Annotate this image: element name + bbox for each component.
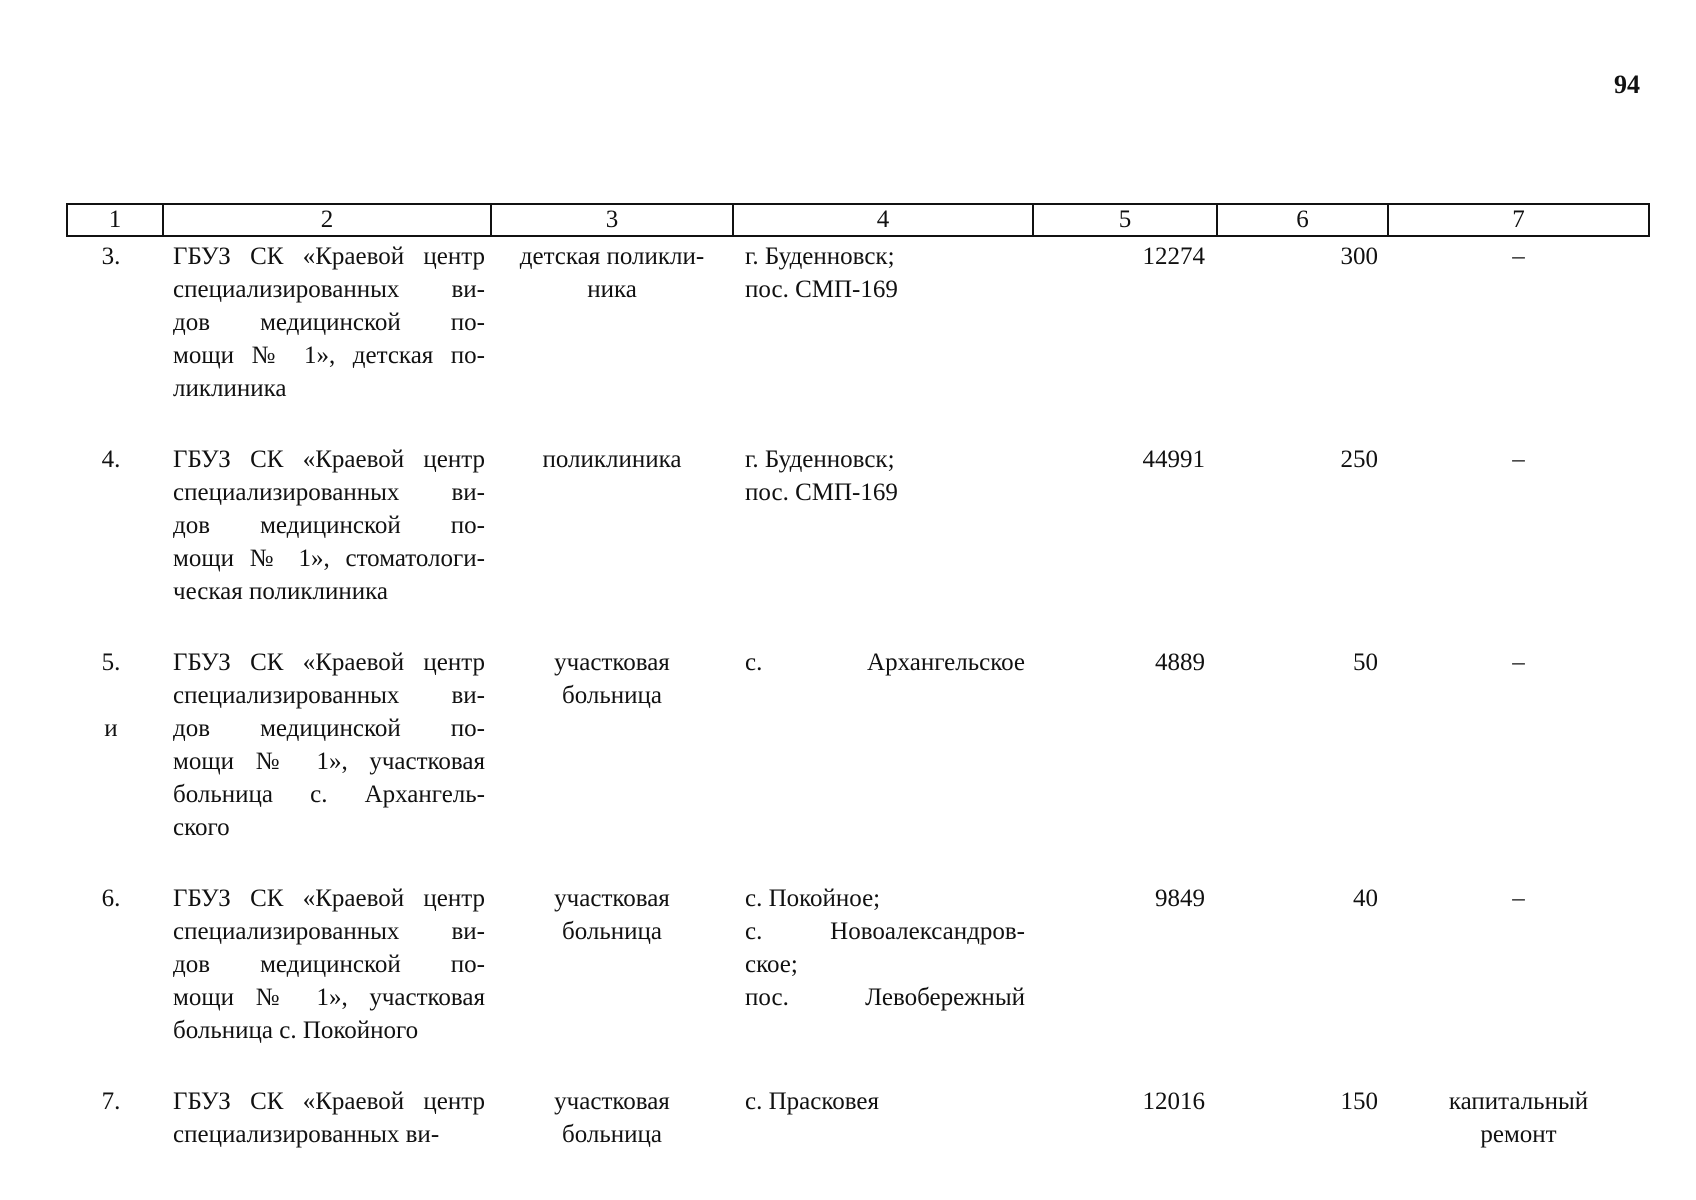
column-6-cell — [1217, 443, 1388, 646]
organization-line: ГБУЗ СК «Краевой центр — [173, 885, 485, 912]
organization-line: ГБУЗ СК «Краевой центр — [173, 1088, 485, 1115]
column-6-cell — [1217, 882, 1388, 1085]
facility-type-line: больница — [562, 682, 662, 709]
column-7-cell — [1388, 1085, 1649, 1189]
row-number: 6. — [101, 885, 121, 912]
row-number: 3. — [101, 243, 121, 270]
organization-line: специализированных ви- — [173, 479, 485, 506]
facility-type-line: участковая — [554, 885, 670, 912]
column-7-cell — [1388, 443, 1649, 646]
column-7-value: ремонт — [1480, 1121, 1557, 1148]
header-cell: 4 — [733, 204, 1033, 236]
column-6-value: 250 — [1340, 446, 1378, 473]
column-7-value: – — [1512, 243, 1525, 270]
location-line: пос. СМП-169 — [745, 276, 898, 303]
location-line: с. Новоалександров- — [745, 918, 1025, 945]
row-number-cell — [67, 236, 163, 443]
row-number-cell — [67, 1085, 163, 1189]
column-7-cell — [1388, 236, 1649, 443]
location-line: пос. СМП-169 — [745, 479, 898, 506]
organization-line: специализированных ви- — [173, 276, 485, 303]
header-cell: 7 — [1388, 204, 1649, 236]
organization-cell — [163, 646, 491, 882]
facility-type-line: участковая — [554, 1088, 670, 1115]
location-cell — [733, 236, 1033, 443]
column-5-value: 12274 — [1142, 243, 1205, 270]
organization-line: ческая поликлиника — [173, 578, 389, 605]
organization-line: ского — [173, 814, 230, 841]
column-6-cell — [1217, 1085, 1388, 1189]
facility-type-cell — [491, 882, 733, 1085]
header-cell: 2 — [163, 204, 491, 236]
column-6-value: 50 — [1353, 649, 1378, 676]
column-5-cell — [1033, 236, 1217, 443]
organization-line: больница с. Архангель- — [173, 781, 485, 808]
column-7-cell — [1388, 646, 1649, 882]
organization-line: мощи № 1», стоматологи- — [173, 545, 485, 572]
organization-line: дов медицинской по- — [173, 715, 485, 742]
row-number: 5. — [101, 649, 121, 676]
location-cell — [733, 646, 1033, 882]
organization-cell — [163, 1085, 491, 1189]
column-5-value: 4889 — [1155, 649, 1205, 676]
row-number-cell — [67, 646, 163, 882]
organization-line: специализированных ви- — [173, 1121, 440, 1148]
row-number: 7. — [101, 1088, 121, 1115]
organization-line: специализированных ви- — [173, 682, 485, 709]
header-cell: 6 — [1217, 204, 1388, 236]
organization-line: специализированных ви- — [173, 918, 485, 945]
organization-line: мощи № 1», участковая — [173, 748, 485, 775]
organization-line: ГБУЗ СК «Краевой центр — [173, 446, 485, 473]
page-number: 94 — [1614, 70, 1640, 99]
column-5-value: 9849 — [1155, 885, 1205, 912]
organization-line: ГБУЗ СК «Краевой центр — [173, 243, 485, 270]
facility-type-line: поликлиника — [542, 446, 682, 473]
table-row — [67, 1085, 1649, 1189]
facility-type-cell — [491, 1085, 733, 1189]
column-7-value: – — [1512, 885, 1525, 912]
header-row — [67, 204, 1649, 236]
table-body — [67, 236, 1649, 1189]
column-5-cell — [1033, 443, 1217, 646]
row-number: 4. — [101, 446, 121, 473]
column-6-value: 150 — [1340, 1088, 1378, 1115]
organization-line: ГБУЗ СК «Краевой центр — [173, 649, 485, 676]
facility-type-cell — [491, 443, 733, 646]
location-cell — [733, 882, 1033, 1085]
column-7-value: капитальный — [1448, 1088, 1589, 1115]
location-line: г. Буденновск; — [745, 243, 895, 270]
location-line: г. Буденновск; — [745, 446, 895, 473]
header-cell: 1 — [67, 204, 163, 236]
location-line: с. Прасковея — [745, 1088, 879, 1115]
organization-line: дов медицинской по- — [173, 309, 485, 336]
header-cell: 5 — [1033, 204, 1217, 236]
column-5-cell — [1033, 1085, 1217, 1189]
table-row — [67, 646, 1649, 882]
row-number-cell — [67, 443, 163, 646]
column-6-cell — [1217, 646, 1388, 882]
location-line: пос. Левобережный — [745, 984, 1025, 1011]
table-row — [67, 443, 1649, 646]
column-6-value: 300 — [1340, 243, 1378, 270]
column-7-value: – — [1512, 649, 1525, 676]
organization-line: дов медицинской по- — [173, 512, 485, 539]
facility-type-line: детская поликли- — [519, 243, 705, 270]
facility-type-line: больница — [562, 1121, 662, 1148]
column-7-cell — [1388, 882, 1649, 1085]
location-line: ское; — [745, 951, 798, 978]
facility-type-line: ника — [587, 276, 637, 303]
header-cell: 3 — [491, 204, 733, 236]
table-row — [67, 882, 1649, 1085]
column-6-cell — [1217, 236, 1388, 443]
row-number-cell — [67, 882, 163, 1085]
facility-type-cell — [491, 646, 733, 882]
column-5-value: 44991 — [1142, 446, 1205, 473]
organization-line: мощи № 1», участковая — [173, 984, 485, 1011]
organization-cell — [163, 236, 491, 443]
organization-line: дов медицинской по- — [173, 951, 485, 978]
facilities-table — [66, 203, 1650, 1189]
facility-type-line: участковая — [554, 649, 670, 676]
column-6-value: 40 — [1353, 885, 1378, 912]
location-cell — [733, 1085, 1033, 1189]
table-row — [67, 236, 1649, 443]
location-line: с. Архангельское — [745, 649, 1025, 676]
organization-line: мощи № 1», детская по- — [173, 342, 485, 369]
column-5-cell — [1033, 646, 1217, 882]
facility-type-line: больница — [562, 918, 662, 945]
organization-line: больница с. Покойного — [173, 1017, 419, 1044]
column-5-value: 12016 — [1142, 1088, 1205, 1115]
column-7-value: – — [1512, 446, 1525, 473]
row-number-note: и — [104, 715, 118, 742]
organization-cell — [163, 443, 491, 646]
location-line: с. Покойное; — [745, 885, 881, 912]
facility-type-cell — [491, 236, 733, 443]
location-cell — [733, 443, 1033, 646]
organization-line: ликлиника — [173, 375, 287, 402]
organization-cell — [163, 882, 491, 1085]
column-5-cell — [1033, 882, 1217, 1085]
